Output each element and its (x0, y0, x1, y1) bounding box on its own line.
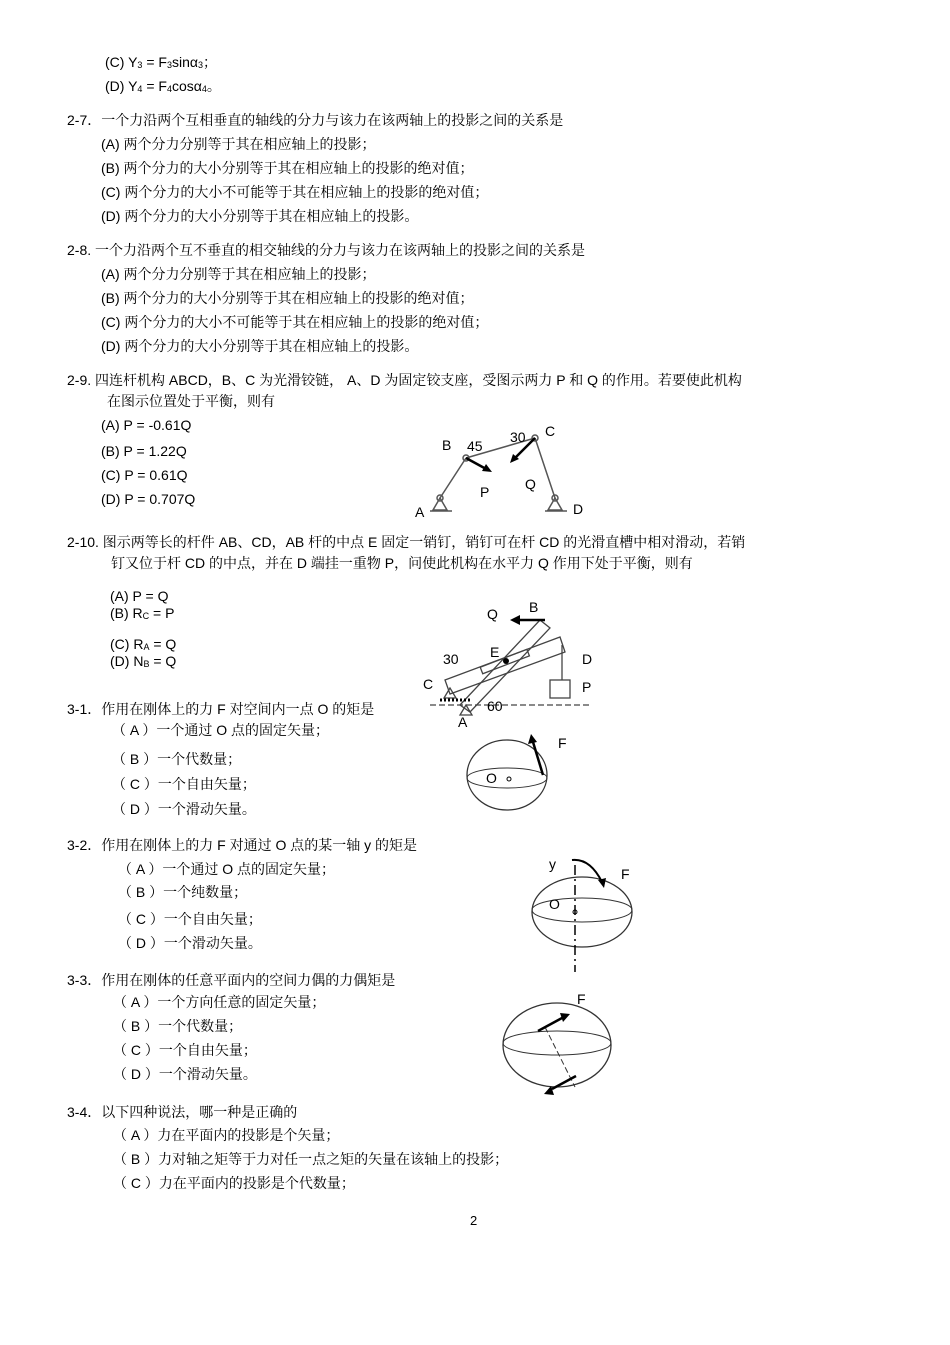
option: (C) 两个分力的大小不可能等于其在相应轴上的投影的绝对值； (101, 314, 489, 330)
sliding-rods-figure (400, 590, 620, 740)
label-y: y (549, 856, 556, 872)
option: (A) P = -0.61Q (101, 417, 192, 433)
option: （ C ）力在平面内的投影是个代数量； (113, 1175, 355, 1191)
label-c: C (545, 423, 556, 439)
question-2-7-stem: 2-7．一个力沿两个互相垂直的轴线的分力与该力在该两轴上的投影之间的关系是 (67, 112, 564, 128)
sphere-point-moment-figure (465, 730, 585, 815)
option: (B) P = 1.22Q (101, 443, 187, 459)
option: （ B ）力对轴之矩等于力对任一点之矩的矢量在该轴上的投影； (113, 1151, 509, 1167)
label-b: B (442, 437, 452, 453)
option: (D) 两个分力的大小分别等于其在相应轴上的投影。 (101, 208, 419, 224)
option: （ C ）一个自由矢量； (112, 776, 256, 792)
question-2-8-stem: 2-8. 一个力沿两个互不垂直的相交轴线的分力与该力在该两轴上的投影之间的关系是 (67, 242, 586, 258)
page-number: 2 (470, 1213, 478, 1228)
option-c-prev: (C) $Y_3 = F_3\sin\alpha_3$； (105, 54, 217, 70)
label-a: A (415, 504, 425, 520)
option: (C) P = 0.61Q (101, 467, 188, 483)
label-p: P (582, 679, 592, 695)
option-d-prev: (D) $Y_4 = F_4\cos\alpha_4$。 (105, 78, 221, 94)
option: （ D ）一个滑动矢量。 (118, 935, 262, 951)
question-2-9-stem: 2-9. 四连杆机构 ABCD，B、C 为光滑铰链， A、D 为固定铰支座，受图示两力 P 和 Q 的作用。若要使此机构 (67, 372, 742, 388)
label-f: F (577, 991, 586, 1007)
angle-45: 45 (467, 438, 483, 454)
option: （ C ）一个自由矢量； (113, 1042, 257, 1058)
option: (A) P = Q (110, 588, 169, 604)
label-e: E (490, 644, 500, 660)
question-2-10-stem: 2-10. 图示两等长的杆件 AB、CD，AB 杆的中点 E 固定一销钉，销钉可在杆 CD 的光滑直槽中相对滑动，若销 (67, 534, 746, 550)
option: (B) 两个分力的大小分别等于其在相应轴上的投影的绝对值； (101, 160, 474, 176)
label-f: F (558, 735, 567, 751)
label-o: O (486, 770, 497, 786)
label-b: B (529, 599, 539, 615)
label-c: C (423, 676, 434, 692)
option: （ A ）一个通过 O 点的固定矢量； (118, 861, 336, 877)
option: （ A ）力在平面内的投影是个矢量； (113, 1127, 340, 1143)
option: (B) $R_C = P$ (110, 605, 175, 621)
option: （ C ）一个自由矢量； (118, 911, 262, 927)
label-f: F (621, 866, 630, 882)
option: （ B ）一个代数量； (112, 751, 242, 767)
question-2-9-stem-cont: 在图示位置处于平衡，则有 (107, 393, 275, 409)
option: (A) 两个分力分别等于其在相应轴上的投影； (101, 266, 376, 282)
angle-30: 30 (443, 651, 459, 667)
option: （ B ）一个代数量； (113, 1018, 243, 1034)
angle-60: 60 (487, 698, 503, 714)
label-o: O (549, 896, 560, 912)
four-bar-mechanism-figure (400, 400, 620, 530)
question-3-3-stem: 3-3．作用在刚体的任意平面内的空间力偶的力偶矩是 (67, 972, 396, 988)
label-d: D (582, 651, 593, 667)
question-2-10-stem-cont: 钉又位于杆 CD 的中点，并在 D 端挂一重物 P，问使此机构在水平力 Q 作用下处于平衡，则有 (111, 555, 693, 571)
option: （ A ）一个方向任意的固定矢量； (113, 994, 326, 1010)
label-d: D (573, 501, 584, 517)
sphere-axis-moment-figure (530, 850, 650, 975)
option: （ B ）一个纯数量； (118, 884, 248, 900)
option: (D) $N_B = Q$ (110, 653, 177, 669)
option: (D) 两个分力的大小分别等于其在相应轴上的投影。 (101, 338, 419, 354)
label-q: Q (487, 606, 498, 622)
label-a: A (458, 714, 468, 730)
option: （ D ）一个滑动矢量。 (113, 1066, 257, 1082)
question-3-2-stem: 3-2．作用在刚体上的力 F 对通过 O 点的某一轴 y 的矩是 (67, 837, 418, 853)
option: （ D ）一个滑动矢量。 (112, 801, 256, 817)
question-3-1-stem: 3-1．作用在刚体上的力 F 对空间内一点 O 的矩是 (67, 701, 375, 717)
angle-30: 30 (510, 429, 526, 445)
label-q: Q (525, 476, 536, 492)
option: (C) 两个分力的大小不可能等于其在相应轴上的投影的绝对值； (101, 184, 489, 200)
option: （ A ）一个通过 O 点的固定矢量； (112, 722, 330, 738)
option: (A) 两个分力分别等于其在相应轴上的投影； (101, 136, 376, 152)
question-3-4-stem: 3-4．以下四种说法，哪一种是正确的 (67, 1104, 298, 1120)
sphere-couple-figure (500, 985, 620, 1100)
option: (B) 两个分力的大小分别等于其在相应轴上的投影的绝对值； (101, 290, 474, 306)
option: (C) $R_A = Q$ (110, 636, 177, 652)
option: (D) P = 0.707Q (101, 491, 196, 507)
label-p: P (480, 484, 490, 500)
